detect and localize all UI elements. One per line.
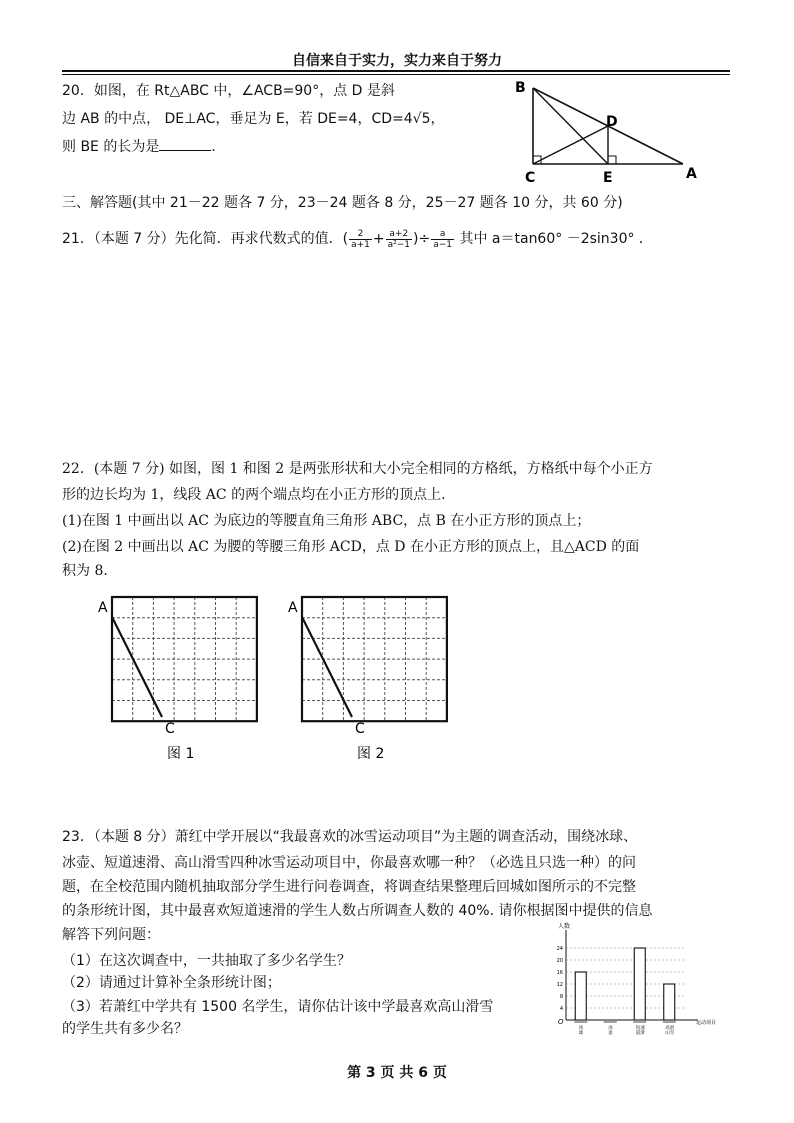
q20-triangle-figure [505,78,720,188]
q22-line3: (1)在图 1 中画出以 AC 为底边的等腰直角三角形 ABC，点 B 在小正方形的顶点上； [62,513,591,529]
fraction-3: $\frac{a}{a-1}$ [433,228,453,250]
grid2-label-A: A [288,600,298,616]
q23-line3: 题，在全校范围内随机抽取部分学生进行问卷调查，将调查结果整理后回城如图所示的不完整 [62,879,636,895]
section-3-heading: 三、解答题(其中 21－22 题各 7 分，23－24 题各 8 分，25－27 题各 10 分，共 60 分) [62,195,623,211]
q23-line2: 冰壶、短道速滑、高山滑雪四种冰雪运动项目中，你最喜欢哪一种？（必选且只选一种）的问 [62,855,636,871]
grid1-caption: 图 1 [167,746,195,762]
label-D: D [606,114,618,130]
q23-sub2: （2）请通过计算补全条形统计图； [62,975,281,991]
label-B: B [515,80,526,96]
x-tick-label: 壶 [608,1031,613,1036]
grid1-label-C: C [165,721,175,737]
x-tick-label: 速 [640,1026,645,1031]
x-tick-label: 滑 [669,1026,675,1031]
header-rule-thin [62,74,730,75]
x-tick-label: 球 [578,1031,584,1036]
bar [575,972,586,1020]
y-tick-label: 24 [556,946,563,952]
x-tick-label: 山 [665,1031,670,1036]
q21-text: 21．（本题 7 分）先化简．再求代数式的值．( $\frac{2}{a+1}$ + $\frac{a+2}{\text{a²−1}}$ )÷ $\frac{a}{a-1}$ 其中 a＝tan60° －2sin30° ． [62,228,653,250]
y-tick-label: 16 [556,970,563,976]
q23-sub3a: （3）若萧红中学共有 1500 名学生，请你估计该中学最喜欢高山滑雪 [62,999,494,1015]
q20-line2: 边 AB 的中点， DE⊥AC，垂足为 E，若 DE=4，CD=4√5， [62,111,445,127]
q20-line3: 则 BE 的长为是 ． [62,136,225,158]
sqrt5: √5 [412,111,431,127]
origin-label: O [558,1018,564,1026]
grid1-label-A: A [98,600,108,616]
header-rule [62,70,730,72]
x-tick-label: 雪 [669,1031,675,1036]
q23-line1: 23．（本题 8 分）萧红中学开展以“我最喜欢的冰雪运动项目”为主题的调查活动，围绕冰球、 [62,829,638,845]
q23-sub1: （1）在这次调查中，一共抽取了多少名学生？ [62,953,351,969]
bar [634,948,645,1020]
y-tick-label: 8 [559,994,563,1000]
x-tick-label: 短 [635,1026,641,1031]
q23-sub3b: 的学生共有多少名？ [62,1021,188,1037]
x-tick-label: 滑 [640,1031,645,1036]
fraction-2: $\frac{a+2}{\text{a²−1}}$ [387,228,411,250]
q23-line5: 解答下列问题： [62,927,160,943]
y-axis-label: 人数 [558,923,571,930]
x-tick-label: 高 [665,1026,670,1031]
q22-line5: 积为 8. [62,563,108,579]
x-tick-label: 冰 [578,1026,584,1031]
grid2-label-C: C [355,721,365,737]
page-footer: 第 3 页 共 6 页 [347,1065,447,1081]
x-tick-label: 冰 [608,1026,613,1031]
page-header: 自信来自于实力，实力来自于努力 [292,53,502,69]
answer-blank[interactable] [159,136,211,151]
x-axis-label: 运动项目 [696,1020,717,1026]
bar [664,984,675,1020]
bar-chart [548,920,730,1050]
x-tick-label: 道 [635,1031,641,1036]
q22-line1: 22．(本题 7 分) 如图，图 1 和图 2 是两张形状和大小完全相同的方格纸，方格纸中每个小正方 [62,461,653,477]
grid-figure-2 [285,590,455,770]
grid-figure-1 [95,590,265,770]
label-A: A [686,166,697,182]
q22-line4: (2)在图 2 中画出以 AC 为腰的等腰三角形 ACD，点 D 在小正方形的顶点上，且△ACD 的面 [62,539,640,555]
y-tick-label: 12 [556,982,563,988]
grid2-caption: 图 2 [357,746,385,762]
y-tick-label: 4 [559,1006,563,1012]
y-tick-label: 20 [556,958,563,964]
q20-line1: 20．如图，在 Rt△ABC 中，∠ACB=90°，点 D 是斜 [62,83,395,99]
fraction-1: $\frac{2}{a+1}$ [351,228,370,250]
label-C: C [525,170,536,186]
q22-line2: 形的边长均为 1，线段 AC 的两个端点均在小正方形的顶点上. [62,487,446,503]
label-E: E [603,170,613,186]
q23-line4: 的条形统计图，其中最喜欢短道速滑的学生人数占所调查人数的 40%. 请你根据图中提供的信息 [62,903,653,919]
